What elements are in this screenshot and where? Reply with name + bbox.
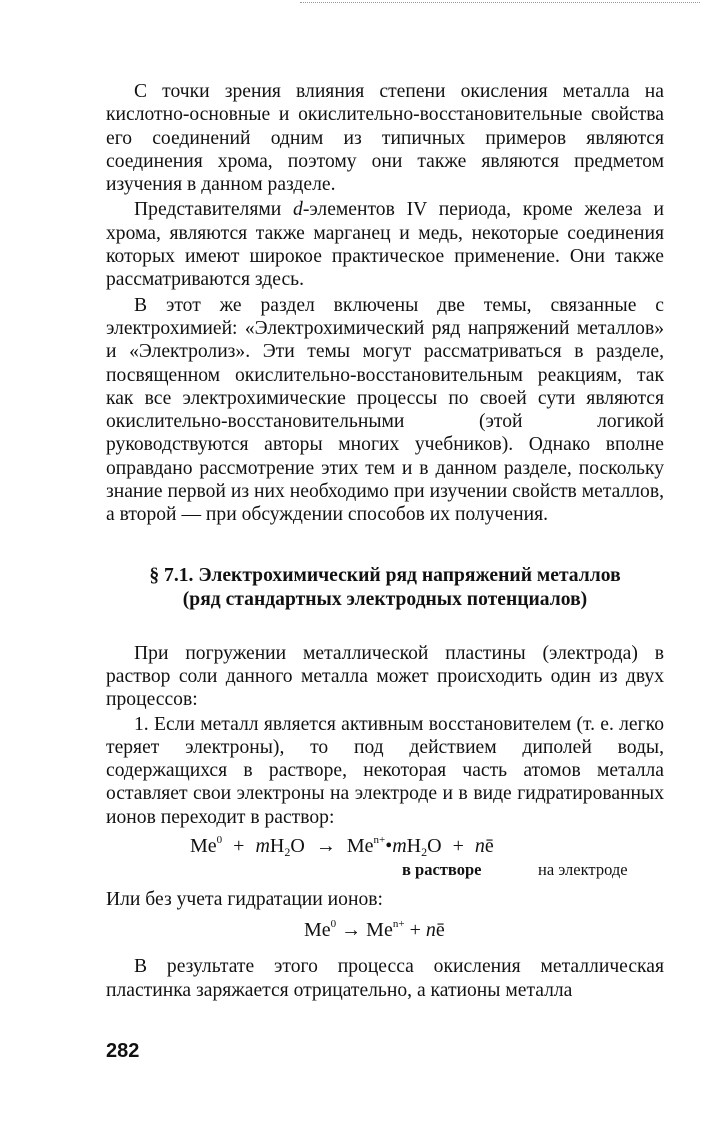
top-rule — [300, 2, 700, 4]
paragraph-5: 1. Если металл является активным восстановителем (т. е. легко теряет электроны), то под действием диполей воды, содержащихся в растворе, некоторая часть атомов металла оставляет свои электроны на электроде и в виде гидратированных ионов переходит в раствор: — [106, 713, 664, 828]
paragraph-1: С точки зрения влияния степени окисления металла на кислотно-основные и окислительно-восстановительные свойства его соединений одним из типичных примеров являются соединения хрома, поэтому они также являются предметом изучения в данном разделе. — [106, 81, 664, 196]
section-title-line-1: § 7.1. Электрохимический ряд напряжений металлов — [149, 564, 621, 586]
paragraph-2-start: Представителями — [134, 199, 294, 221]
paragraph-2 — [106, 198, 664, 291]
label-on-electrode: на электроде — [538, 860, 628, 880]
equation-hydration-formula: $Me^0 + mH_2O$ → $Me^{n+}•mH_2O$ + nē — [190, 834, 494, 860]
paragraph-2-end: -элементов IV периода, кроме железа и хрома, являются также марганец и медь, некоторые соединения которых имеют широкое практическое применение. Они также рассматриваются здесь. — [106, 199, 664, 291]
label-in-solution: в растворе — [402, 860, 482, 880]
paragraph-6: Или без учета гидратации ионов: — [106, 889, 383, 911]
equation-hydration — [106, 833, 664, 887]
paragraph-7: В результате этого процесса окисления металлическая пластинка заряжается отрицательно, а катионы металла — [106, 956, 664, 1001]
section-title-line-2: (ряд стандартных электродных потенциалов) — [182, 588, 588, 610]
equation-simple: $Me^0 \to Me^{n+}$ + nē — [304, 918, 445, 942]
section-title — [106, 564, 664, 612]
d-symbol: d — [293, 199, 303, 221]
page-number: 282 — [106, 1040, 140, 1062]
paragraph-3: В этот же раздел включены две темы, связанные с электрохимией: «Электрохимический ряд напряжений металлов» и «Электролиз». Эти темы могут рассматриваться в разделе, посвященном окислительно-восстановительным реакциям, так как все электрохимические процессы по своей сути являются окислительно-восстановительными (этой логикой руководствуются авторы многих учебников). Однако вполне оправдано рассмотрение этих тем и в данном разделе, поскольку знание первой из них необходимо при изучении свойств металлов, а второй — при обсуждении способов их получения. — [106, 294, 664, 526]
paragraph-4: При погружении металлической пластины (электрода) в раствор соли данного металла может происходить один из двух процессов: — [106, 642, 664, 711]
page-content — [106, 80, 664, 1002]
